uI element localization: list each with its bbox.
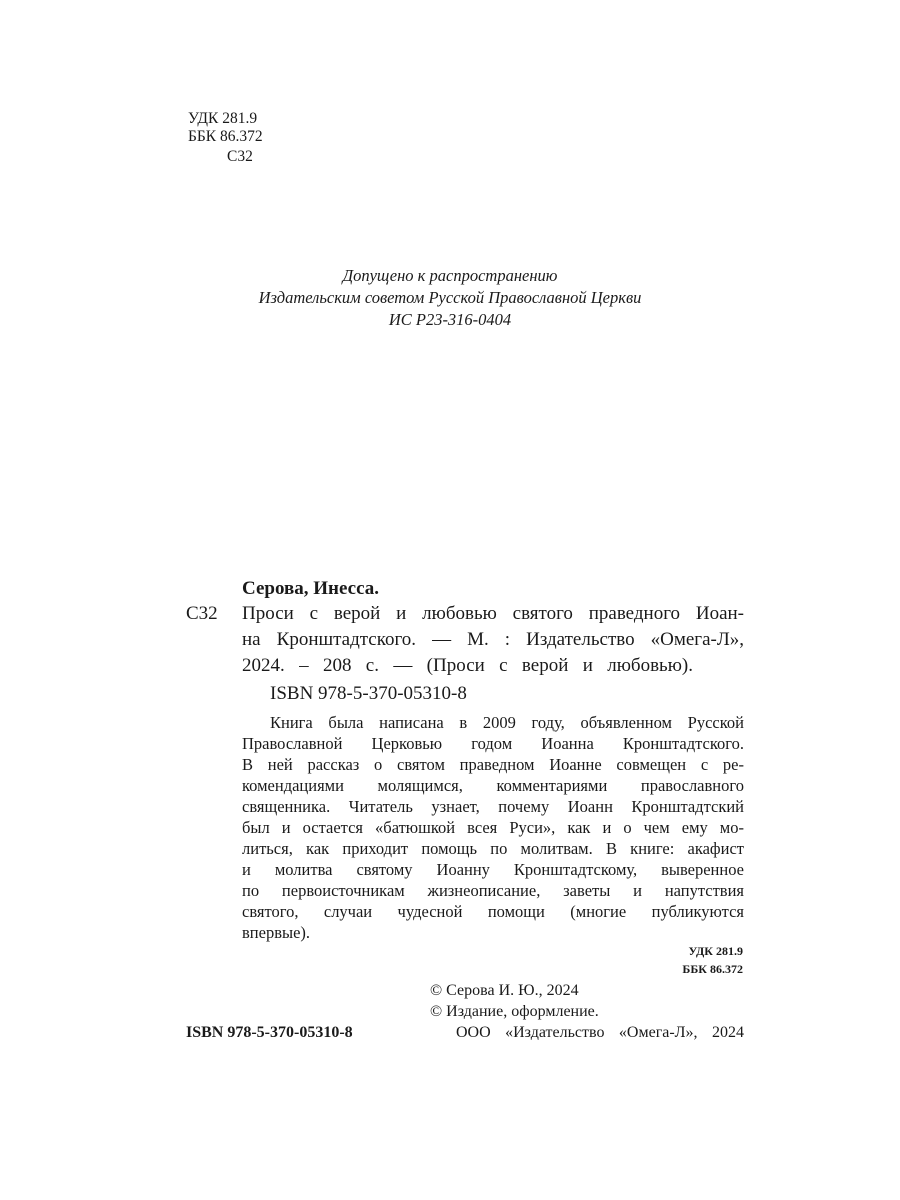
copyright-line: © Серова И. Ю., 2024 <box>430 982 579 999</box>
author-mark: С32 <box>227 148 253 165</box>
entry-author: Серова, Инесса. <box>242 578 379 599</box>
abstract-line: комендациями молящимся, комментариями православного <box>242 776 744 795</box>
approval-line: Издательским советом Русской Православной Церкви <box>258 288 642 307</box>
footer-isbn: ISBN 978-5-370-05310-8 <box>186 1024 353 1041</box>
abstract-line: Православной Церковью годом Иоанна Кронштадтского. <box>242 734 744 753</box>
bbk-code: ББК 86.372 <box>188 128 263 145</box>
entry-mark: С32 <box>186 603 218 624</box>
abstract-line: был и остается «батюшкой всея Руси», как и о чем ему мо- <box>242 818 744 837</box>
entry-isbn: ISBN 978-5-370-05310-8 <box>270 683 467 704</box>
approval-line: ИС Р23-316-0404 <box>388 310 512 329</box>
abstract-line: В ней рассказ о святом праведном Иоанне совмещен с ре- <box>242 755 744 774</box>
copyright-line: ООО «Издательство «Омега-Л», 2024 <box>456 1024 744 1041</box>
copyright-line: © Издание, оформление. <box>430 1003 599 1020</box>
abstract-line: Книга была написана в 2009 году, объявленном Русской <box>270 713 744 732</box>
bottom-udk: УДК 281.9 <box>688 944 743 958</box>
udk-code: УДК 281.9 <box>188 110 258 127</box>
bottom-bbk: ББК 86.372 <box>682 962 743 976</box>
abstract-line: священника. Читатель узнает, почему Иоанн Кронштадтский <box>242 797 744 816</box>
abstract-line: по первоисточникам жизнеописание, заветы и напутствия <box>242 881 744 900</box>
entry-line: Проси с верой и любовью святого праведного Иоан- <box>242 603 744 624</box>
abstract-line: впервые). <box>242 923 311 942</box>
abstract-line: и молитва святому Иоанну Кронштадтскому, выверенное <box>242 860 744 879</box>
abstract-line: литься, как приходит помощь по молитвам. В книге: акафист <box>242 839 744 858</box>
abstract-line: святого, случаи чудесной помощи (многие публикуются <box>242 902 744 921</box>
approval-line: Допущено к распространению <box>342 266 558 285</box>
entry-line: на Кронштадтского. — М. : Издательство «Омега-Л», <box>242 629 744 650</box>
entry-line: 2024. – 208 с. — (Проси с верой и любовью). <box>242 655 693 676</box>
